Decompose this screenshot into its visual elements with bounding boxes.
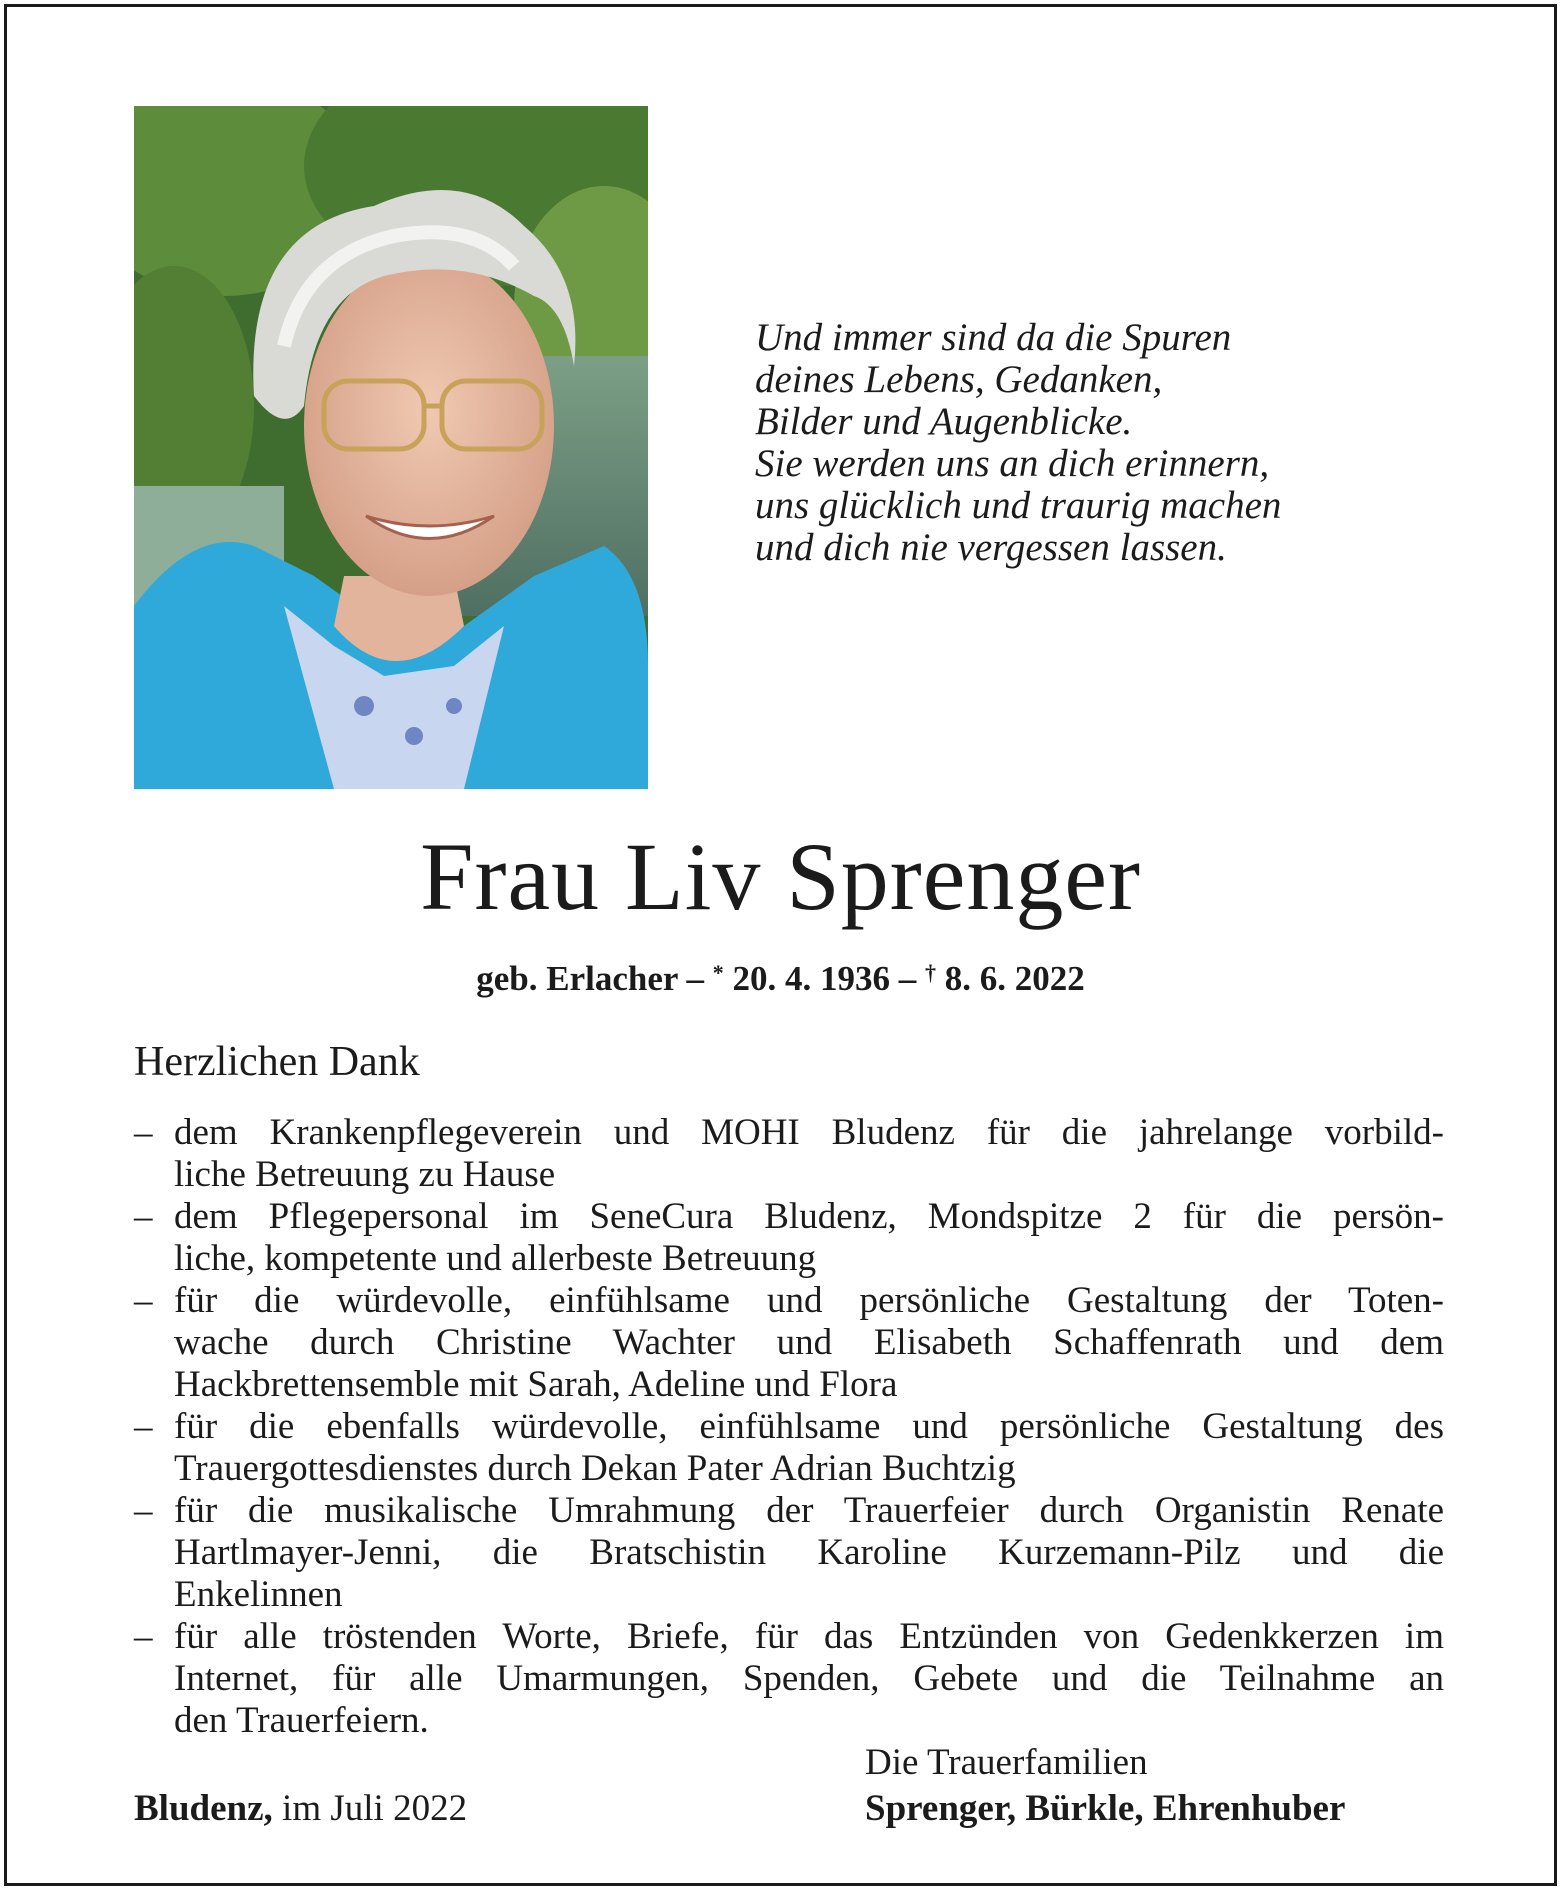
portrait-photo — [134, 106, 648, 789]
date-separator: – — [890, 959, 926, 998]
memorial-poem — [755, 317, 1375, 569]
life-dates — [7, 952, 1554, 1000]
list-item-line: Enkelinnen — [174, 1574, 343, 1615]
list-item-line: Hackbrettensemble mit Sarah, Adeline und Flora — [174, 1364, 898, 1405]
family-names: Sprenger, Bürkle, Ehrenhuber — [865, 1788, 1346, 1829]
list-item-line: liche, kompetente und allerbeste Betreuung — [174, 1238, 817, 1279]
list-item-line: dem Pflegepersonal im SeneCura Bludenz, Mondspitze 2 für die persön- — [174, 1196, 1444, 1237]
birth-date: 20. 4. 1936 — [723, 959, 891, 998]
list-item — [134, 1280, 1444, 1406]
list-item — [134, 1490, 1444, 1616]
list-item-line: für die ebenfalls würdevolle, einfühlsame und persönliche Gestaltung des — [174, 1406, 1444, 1447]
notice-date: im Juli 2022 — [272, 1788, 468, 1829]
poem-line: Sie werden uns an dich erinnern, — [755, 442, 1270, 485]
list-item-line: dem Krankenpflegeverein und MOHI Bludenz für die jahrelange vorbild- — [174, 1112, 1444, 1153]
list-item-line: wache durch Christine Wachter und Elisabeth Schaffenrath und dem — [174, 1322, 1444, 1363]
maiden-name: geb. Erlacher — [476, 959, 678, 998]
list-item-line: für die würdevolle, einfühlsame und persönliche Gestaltung der Toten- — [174, 1280, 1444, 1321]
poem-line: uns glücklich und traurig machen — [755, 484, 1282, 527]
poem-line: Bilder und Augenblicke. — [755, 400, 1133, 443]
thanks-list — [134, 1112, 1444, 1742]
poem-line: Und immer sind da die Spuren — [755, 316, 1232, 359]
list-item — [134, 1196, 1444, 1280]
list-item-line: Hartlmayer-Jenni, die Bratschistin Karoline Kurzemann-Pilz und die — [174, 1532, 1444, 1573]
list-item-line: Internet, für alle Umarmungen, Spenden, Gebete und die Teilnahme an — [174, 1658, 1444, 1699]
thanks-heading: Herzlichen Dank — [134, 1039, 420, 1085]
list-item-line: den Trauerfeiern. — [174, 1700, 429, 1741]
poem-line: und dich nie vergessen lassen. — [755, 526, 1227, 569]
obituary-notice — [4, 4, 1557, 1886]
list-item — [134, 1112, 1444, 1196]
dash-bullet: – — [134, 1406, 153, 1447]
dash-bullet: – — [134, 1196, 153, 1237]
dash-bullet: – — [134, 1490, 153, 1531]
dash-bullet: – — [134, 1616, 153, 1657]
date-separator: – — [677, 959, 713, 998]
list-item — [134, 1616, 1444, 1742]
death-symbol: † — [925, 960, 937, 985]
dash-bullet: – — [134, 1112, 153, 1153]
portrait-image — [134, 106, 648, 789]
list-item-line: für die musikalische Umrahmung der Trauerfeier durch Organistin Renate — [174, 1490, 1444, 1531]
deceased-name: Frau Liv Sprenger — [420, 823, 1141, 930]
birth-symbol: * — [712, 960, 724, 985]
list-item-line: für alle tröstenden Worte, Briefe, für das Entzünden von Gedenkkerzen im — [174, 1616, 1444, 1657]
list-item — [134, 1406, 1444, 1490]
signature-block — [865, 1740, 1345, 1832]
signed-by: Die Trauerfamilien — [865, 1742, 1148, 1783]
place-and-date — [134, 1786, 467, 1832]
list-item-line: liche Betreuung zu Hause — [174, 1154, 556, 1195]
death-date: 8. 6. 2022 — [936, 959, 1085, 998]
poem-line: deines Lebens, Gedanken, — [755, 358, 1163, 401]
list-item-line: Trauergottesdienstes durch Dekan Pater Adrian Buchtzig — [174, 1448, 1016, 1489]
dash-bullet: – — [134, 1280, 153, 1321]
place-name: Bludenz, — [134, 1788, 273, 1829]
